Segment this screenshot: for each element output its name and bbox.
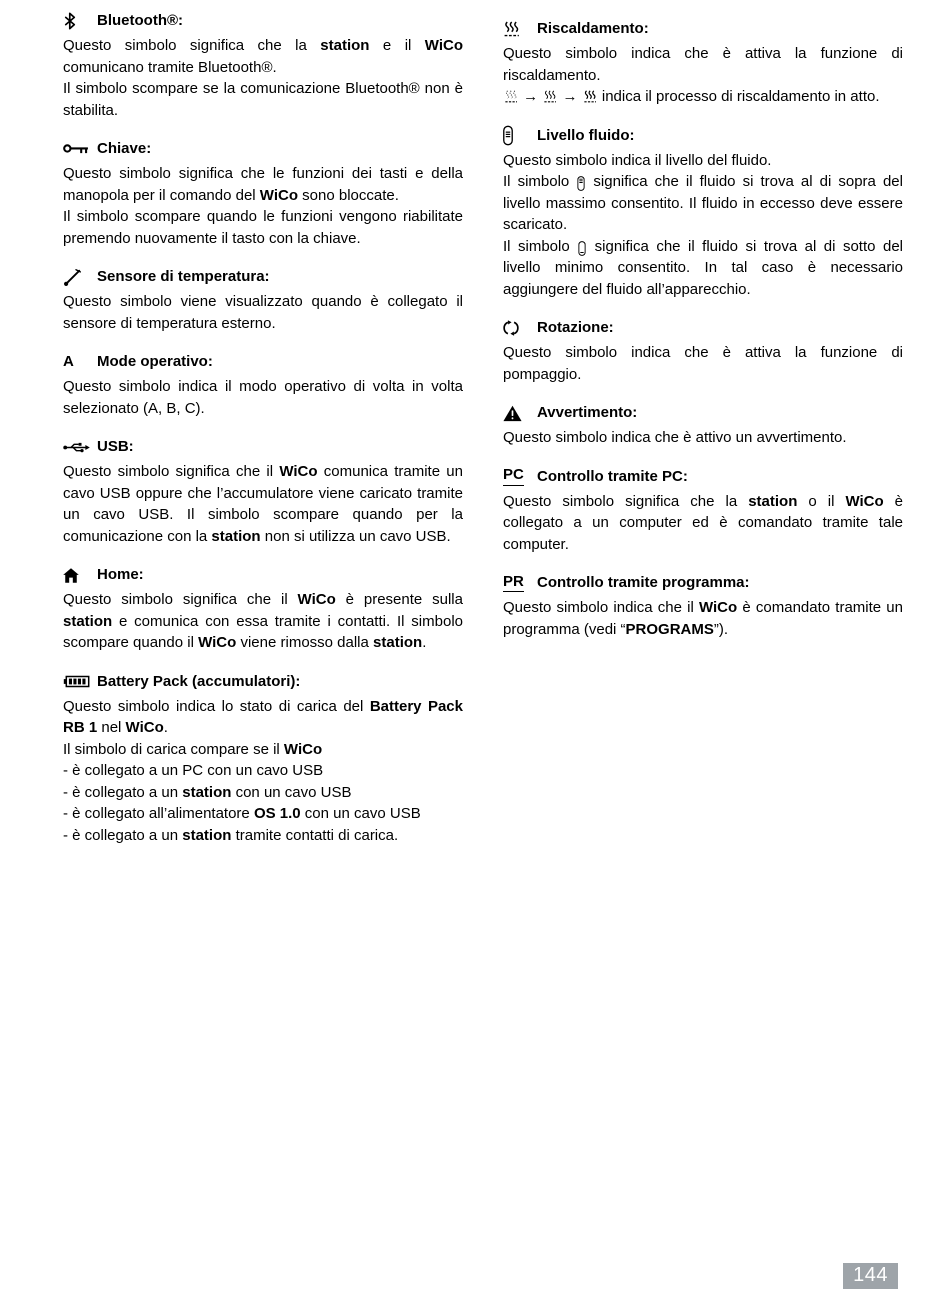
- section-body: [63, 461, 463, 547]
- rotation-icon: [503, 320, 537, 336]
- paragraph: Questo simbolo significa che il WiCo è presente sulla station e comunica con essa tramite i contatti. Il simbolo scompare quando il WiCo viene rimosso dalla station.: [63, 591, 463, 651]
- section-heating: [503, 18, 903, 108]
- list-item: - è collegato a un PC con un cavo USB: [63, 762, 324, 779]
- section-body: [503, 150, 903, 301]
- section-pc-control: [503, 466, 903, 556]
- section-title: Avvertimento:: [537, 404, 638, 422]
- right-column: [503, 10, 903, 863]
- heat-3-icon: [583, 90, 597, 103]
- section-fluid-level: [503, 125, 903, 301]
- section-title: Sensore di temperatura:: [97, 268, 270, 286]
- section-title: Controllo tramite PC:: [537, 467, 688, 485]
- usb-icon: [63, 441, 97, 454]
- section-battery-pack: [63, 671, 463, 847]
- section-usb: [63, 436, 463, 547]
- section-rotation: [503, 317, 903, 385]
- section-body: [63, 163, 463, 249]
- section-heading: [503, 466, 903, 488]
- section-warning: [503, 402, 903, 449]
- bluetooth-icon: [63, 12, 97, 30]
- section-temperature-sensor: [63, 266, 463, 334]
- section-title: Controllo tramite programma:: [537, 574, 750, 592]
- section-title: Home:: [97, 566, 144, 584]
- battery-icon: [63, 675, 97, 688]
- section-home: [63, 564, 463, 654]
- section-body: [63, 696, 463, 847]
- section-heading: [63, 10, 463, 32]
- key-icon: [63, 143, 97, 155]
- section-body: [63, 376, 463, 419]
- section-body: [63, 589, 463, 654]
- paragraph: Questo simbolo indica che è attiva la funzione di pompaggio.: [503, 344, 903, 383]
- paragraph: → → indica il processo di riscaldamento in atto.: [503, 86, 903, 108]
- paragraph: Questo simbolo significa che le funzioni dei tasti e della manopola per il comando del WiCo sono bloccate.: [63, 165, 463, 204]
- section-heading: [503, 402, 903, 424]
- paragraph: Questo simbolo indica che il WiCo è comandato tramite un programma (vedi “PROGRAMS”).: [503, 599, 903, 638]
- paragraph: Il simbolo scompare se la comunicazione Bluetooth® non è stabilita.: [63, 80, 463, 119]
- heat-2-icon: [543, 90, 557, 103]
- section-heading: [63, 138, 463, 160]
- section-body: [503, 342, 903, 385]
- warning-icon: [503, 405, 537, 422]
- section-body: [503, 427, 903, 449]
- paragraph: Questo simbolo indica che è attiva la funzione di riscaldamento.: [503, 45, 903, 84]
- list-item: - è collegato a un station tramite contatti di carica.: [63, 826, 399, 844]
- pc-label-icon: PC: [503, 467, 537, 486]
- section-heading: [503, 572, 903, 594]
- section-title: Chiave:: [97, 140, 152, 158]
- list-item: - è collegato all’alimentatore OS 1.0 con un cavo USB: [63, 805, 421, 822]
- paragraph: Questo simbolo indica che è attivo un avvertimento.: [503, 429, 847, 446]
- fluid-level-icon: [503, 125, 537, 146]
- heating-icon: [503, 21, 537, 37]
- section-title: Riscaldamento:: [537, 20, 649, 38]
- section-title: Battery Pack (accumulatori):: [97, 672, 301, 690]
- paragraph: Questo simbolo significa che la station e il WiCo comunicano tramite Bluetooth®.: [63, 37, 463, 76]
- section-heading: [63, 564, 463, 586]
- section-heading: [63, 671, 463, 693]
- section-operating-mode: [63, 351, 463, 419]
- temperature-probe-icon: [63, 268, 97, 287]
- page-number-badge: 144: [843, 1263, 898, 1290]
- section-title: Rotazione:: [537, 319, 614, 337]
- section-program-control: [503, 572, 903, 640]
- section-heading: [63, 351, 463, 373]
- fluid-high-icon: [577, 176, 585, 191]
- mode-letter-icon: A: [63, 353, 74, 371]
- section-heading: [63, 266, 463, 288]
- section-body: [63, 35, 463, 121]
- section-heading: [63, 436, 463, 458]
- paragraph: Il simbolo significa che il fluido si trova al di sotto del livello minimo consentito. In tal caso è necessario aggiungere del fluido all’apparecchio.: [503, 237, 903, 298]
- paragraph: Questo simbolo significa che il WiCo comunica tramite un cavo USB oppure che l’accumulatore viene caricato tramite un cavo USB. Il simbolo scompare quando per la comunicazione con la station non si utilizza un cavo USB.: [63, 463, 463, 545]
- section-key: [63, 138, 463, 249]
- section-title: Bluetooth®:: [97, 12, 184, 30]
- paragraph: Questo simbolo indica il livello del fluido.: [503, 151, 772, 169]
- section-title: Mode operativo:: [97, 353, 213, 371]
- paragraph: Questo simbolo significa che la station o il WiCo è collegato a un computer ed è comandato tramite tale computer.: [503, 492, 904, 553]
- heat-1-icon: [504, 90, 518, 103]
- section-heading: [503, 125, 903, 147]
- section-body: [63, 291, 463, 334]
- section-bluetooth: [63, 10, 463, 121]
- section-heading: [503, 18, 903, 40]
- home-icon: [63, 568, 97, 583]
- section-body: [503, 597, 903, 640]
- section-body: [503, 491, 903, 556]
- paragraph: Questo simbolo indica lo stato di carica del Battery Pack RB 1 nel WiCo.: [63, 697, 463, 736]
- section-title: Livello fluido:: [537, 126, 635, 144]
- paragraph: Questo simbolo viene visualizzato quando è collegato il sensore di temperatura esterno.: [63, 293, 463, 332]
- list-item: - è collegato a un station con un cavo USB: [63, 783, 352, 801]
- section-body: [503, 43, 903, 108]
- paragraph: Il simbolo significa che il fluido si trova al di sopra del livello massimo consentito. Il fluido in eccesso deve essere scaricato.: [503, 173, 903, 233]
- left-column: [63, 10, 463, 863]
- section-heading: [503, 317, 903, 339]
- section-title: USB:: [97, 438, 134, 456]
- pr-label-icon: PR: [503, 574, 537, 593]
- fluid-low-icon: [578, 241, 586, 256]
- paragraph: Il simbolo di carica compare se il WiCo: [63, 740, 323, 758]
- paragraph: Il simbolo scompare quando le funzioni vengono riabilitate premendo nuovamente il tasto con la chiave.: [63, 208, 463, 247]
- paragraph: Questo simbolo indica il modo operativo di volta in volta selezionato (A, B, C).: [63, 378, 463, 417]
